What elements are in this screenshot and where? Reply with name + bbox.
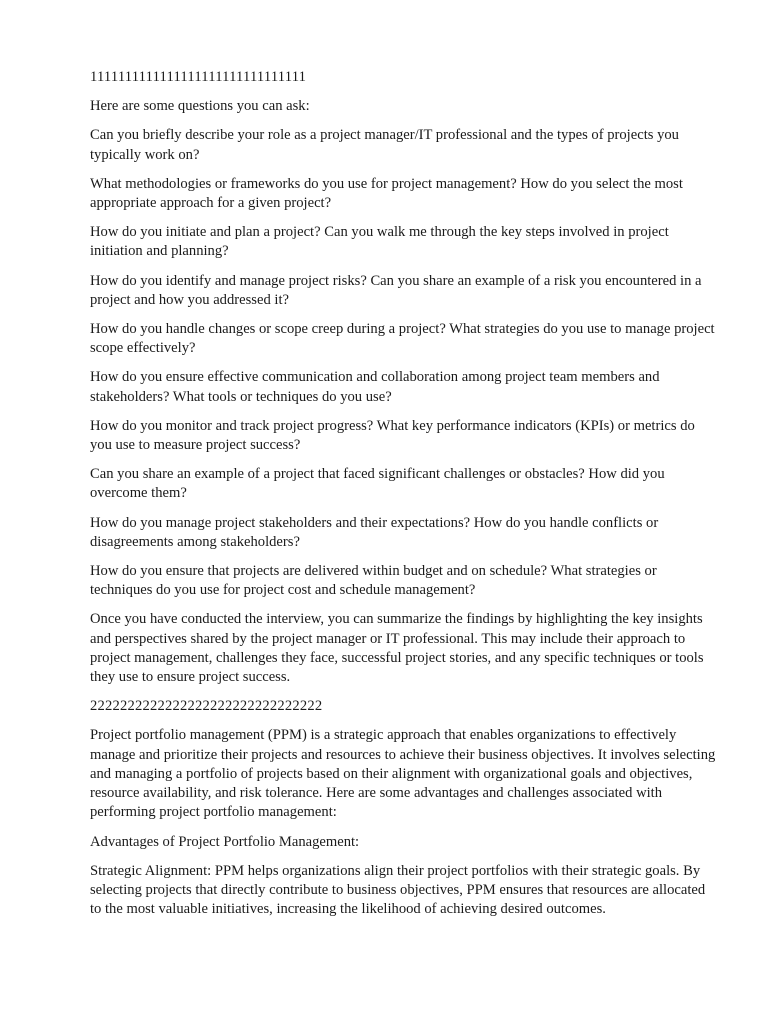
- interview-summary: Once you have conducted the interview, you can summarize the findings by highlighting the key insights and perspectives shared by the project manager or IT professional. This may include their approach to project management, challenges they face, successful project stories, and any specific techniques or tools they use to ensure project success.: [90, 611, 704, 686]
- question-8: Can you share an example of a project that faced significant challenges or obstacles? How did you overcome them?: [90, 466, 665, 502]
- questions-intro: Here are some questions you can ask:: [90, 98, 310, 115]
- document-body: [90, 68, 720, 929]
- question-7: How do you monitor and track project progress? What key performance indicators (KPIs) or metrics do you use to measure project success?: [90, 417, 695, 454]
- question-1: Can you briefly describe your role as a project manager/IT professional and the types of projects you typically work on?: [90, 127, 679, 163]
- ppm-intro: Project portfolio management (PPM) is a strategic approach that enables organizations to effectively manage and prioritize their projects and resources to achieve their business objectives. It involves selecting and managing a portfolio of projects based on their alignment with organizational goals and objectives, resource availability, and risk tolerance. Here are some advantages and challenges associated with performing project portfolio management:: [90, 727, 716, 821]
- question-3: How do you initiate and plan a project? Can you walk me through the key steps involved in project initiation and planning?: [90, 224, 669, 260]
- question-6: How do you ensure effective communication and collaboration among project team members and stakeholders? What tools or techniques do you use?: [90, 369, 660, 405]
- section-2-marker: 2222222222222222222222222222222: [90, 698, 323, 715]
- advantages-heading: Advantages of Project Portfolio Management:: [90, 833, 360, 850]
- question-10: How do you ensure that projects are delivered within budget and on schedule? What strategies or techniques do you use for project cost and schedule management?: [90, 563, 657, 599]
- question-4: How do you identify and manage project risks? Can you share an example of a risk you encountered in a project and how you addressed it?: [90, 272, 702, 308]
- strategic-alignment: Strategic Alignment: PPM helps organizations align their project portfolios with their strategic goals. By selecting projects that directly contribute to business objectives, PPM ensures that resources are allocated to the most valuable initiatives, increasing the likelihood of achieving desired outcomes.: [90, 862, 706, 918]
- question-9: How do you manage project stakeholders and their expectations? How do you handle conflicts or disagreements among stakeholders?: [90, 514, 659, 550]
- section-1-marker: 1111111111111111111111111111111: [90, 69, 307, 85]
- question-5: How do you handle changes or scope creep during a project? What strategies do you use to manage project scope effectively?: [90, 321, 715, 357]
- question-2: What methodologies or frameworks do you use for project management? How do you select the most appropriate approach for a given project?: [90, 175, 683, 212]
